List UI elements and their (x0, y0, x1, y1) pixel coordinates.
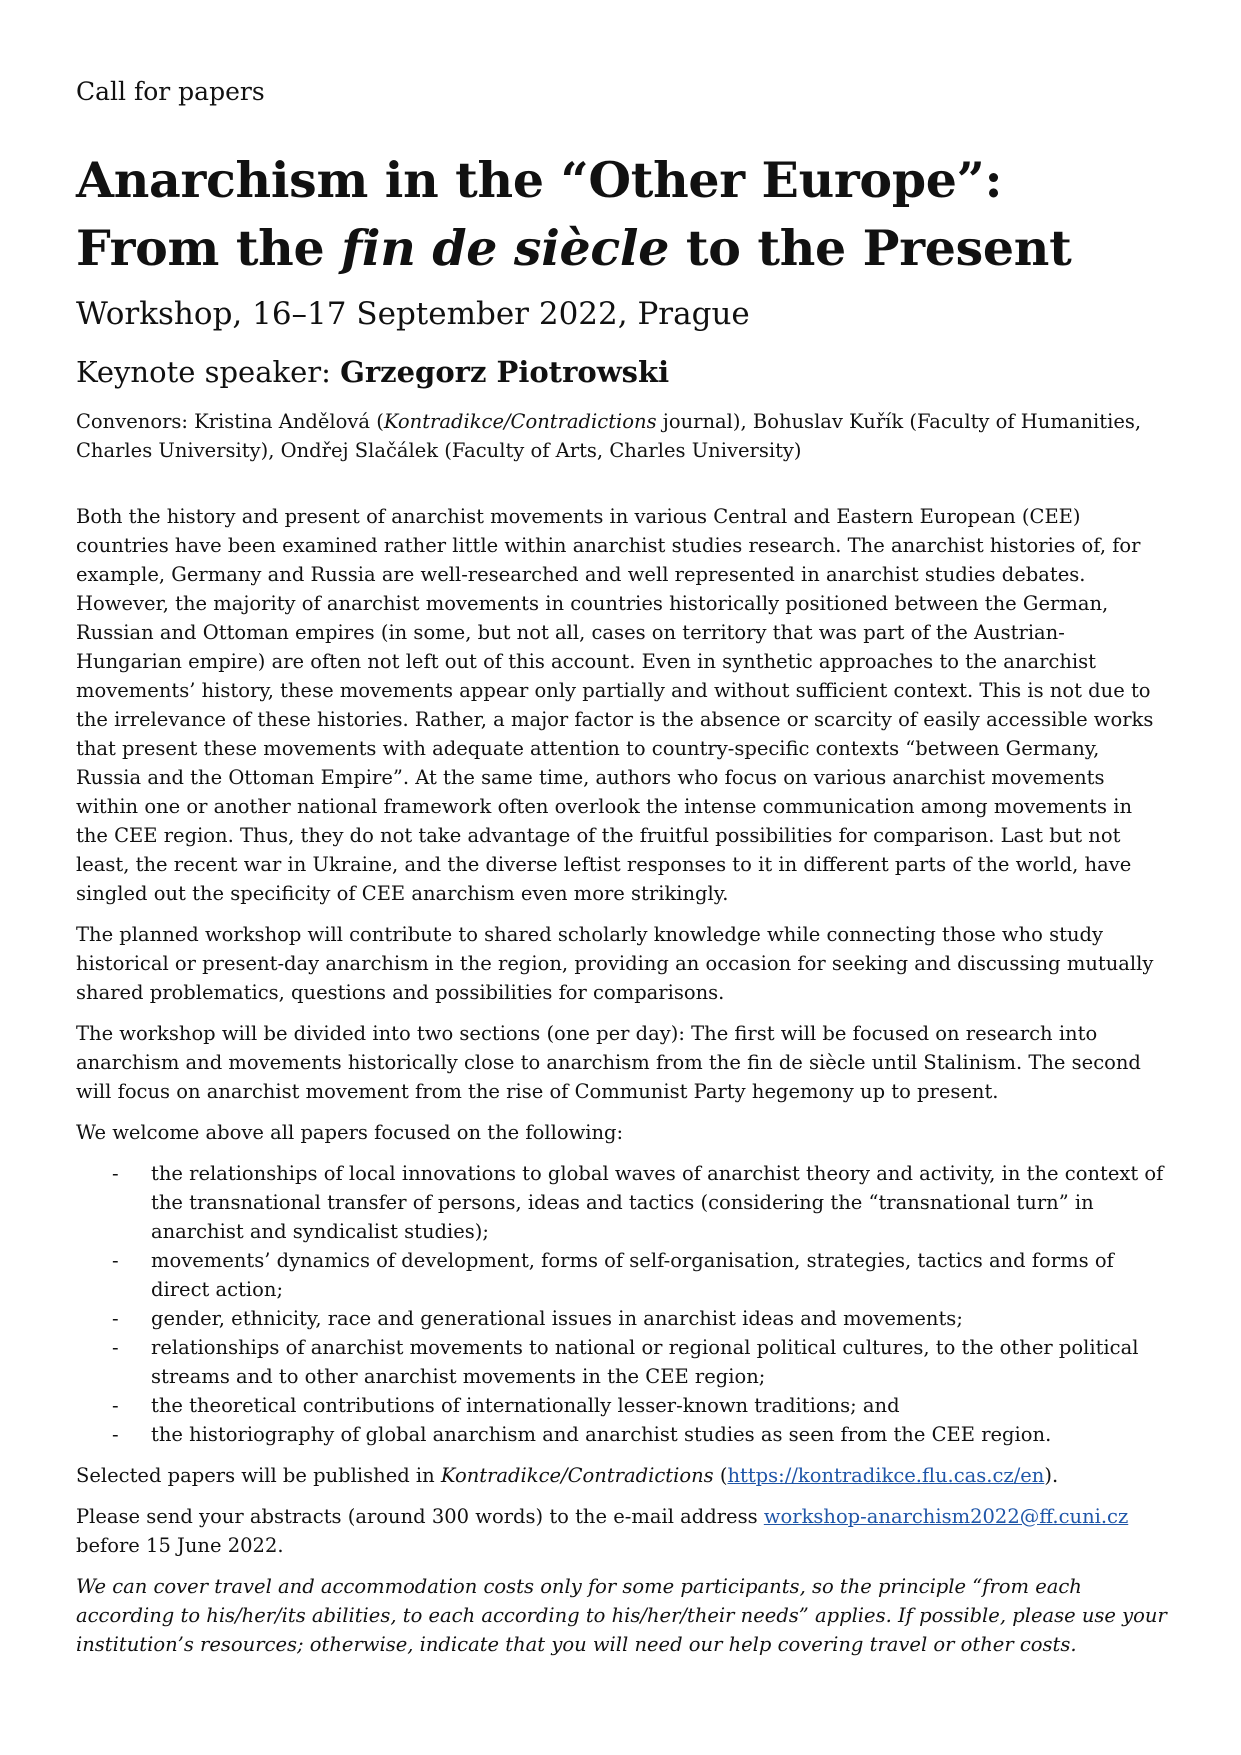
document-title (76, 146, 1071, 282)
journal-link[interactable]: https://kontradikce.flu.cas.cz/en (727, 1464, 1045, 1487)
paragraph-sections: The workshop will be divided into two sections (one per day): The first will be focused on research into anarchism and movements historically close to anarchism from the fin de siècle until Stalinism. The second will focus on anarchist movement from the rise of Communist Party hegemony up to present. (76, 1022, 1141, 1103)
list-item-text: gender, ethnicity, race and generational issues in anarchist ideas and movements; (151, 1307, 963, 1330)
publication-pre: Selected papers will be published in (76, 1464, 441, 1487)
bullet-dash: - (112, 1423, 119, 1446)
list-item-text: relationships of anarchist movements to national or regional political cultures, to the other political streams and to other anarchist movements in the CEE region; (151, 1336, 1139, 1388)
list-item-text: the relationships of local innovations to global waves of anarchist theory and activity, in the context of the transnational transfer of persons, ideas and tactics (considering the “transnational turn” in anarchist and syndicalist studies); (151, 1162, 1164, 1243)
email-link[interactable]: workshop-anarchism2022@ff.cuni.cz (763, 1505, 1129, 1528)
convenors-journal: Kontradikce/Contradictions (383, 410, 657, 433)
list-item (76, 1391, 1168, 1420)
publication-journal: Kontradikce/Contradictions (440, 1464, 714, 1487)
paragraph-welcome: We welcome above all papers focused on the following: (76, 1121, 624, 1144)
bullet-dash: - (112, 1394, 119, 1417)
list-item-text: movements’ dynamics of development, forms of self-organisation, strategies, tactics and forms of direct action; (151, 1249, 1114, 1301)
keynote-label: Keynote speaker: (76, 355, 341, 389)
keynote-speaker-name: Grzegorz Piotrowski (340, 355, 670, 389)
title-line-1: Anarchism in the “Other Europe”: (76, 151, 1003, 209)
list-item-text: the theoretical contributions of internationally lesser-known traditions; and (151, 1394, 900, 1417)
keynote-line (76, 352, 669, 392)
bullet-dash: - (112, 1162, 119, 1185)
bullet-dash: - (112, 1249, 119, 1272)
paragraph-publication (76, 1461, 1168, 1490)
list-item (76, 1304, 1168, 1333)
bullet-dash: - (112, 1336, 119, 1359)
list-item (76, 1420, 1168, 1449)
convenors-pre: Convenors: Kristina Andělová ( (76, 410, 384, 433)
bullet-dash: - (112, 1307, 119, 1330)
list-item (76, 1246, 1168, 1304)
paragraph-submission (76, 1502, 1168, 1560)
list-item-text: the historiography of global anarchism and anarchist studies as seen from the CEE region. (151, 1423, 1052, 1446)
title-line-2-post: to the Present (669, 219, 1072, 277)
convenors-line (76, 407, 1168, 465)
publication-mid: ( (713, 1464, 728, 1487)
submission-post: before 15 June 2022. (76, 1534, 284, 1557)
paragraph-aim: The planned workshop will contribute to shared scholarly knowledge while connecting those who study historical or present-day anarchism in the region, providing an occasion for seeking and discussing mutually shared problematics, questions and possibilities for comparisons. (76, 923, 1154, 1004)
list-item (76, 1333, 1168, 1391)
title-line-2-pre: From the (76, 219, 342, 277)
document-body (76, 502, 1168, 1671)
paragraph-costs-note: We can cover travel and accommodation costs only for some participants, so the principle “from each according to his/her/its abilities, to each according to his/her/their needs” applies. If possible, please use your institution’s resources; otherwise, indicate that you will need our help covering travel or other costs. (76, 1575, 1167, 1656)
call-for-papers-label: Call for papers (76, 77, 265, 106)
workshop-date-place: Workshop, 16–17 September 2022, Prague (76, 296, 750, 332)
paragraph-background: Both the history and present of anarchist movements in various Central and Eastern European (CEE) countries have been examined rather little within anarchist studies research. The anarchist histories of, for example, Germany and Russia are well-researched and well represented in anarchist studies debates. However, the majority of anarchist movements in countries historically positioned between the German, Russian and Ottoman empires (in some, but not all, cases on territory that was part of the Austrian-Hungarian empire) are often not left out of this account. Even in synthetic approaches to the anarchist movements’ history, these movements appear only partially and without sufficient context. This is not due to the irrelevance of these histories. Rather, a major factor is the absence or scarcity of easily accessible works that present these movements with adequate attention to country-specific contexts “between Germany, Russia and the Ottoman Empire”. At the same time, authors who focus on various anarchist movements within one or another national framework often overlook the intense communication among movements in the CEE region. Thus, they do not take advantage of the fruitful possibilities for comparison. Last but not least, the recent war in Ukraine, and the diverse leftist responses to it in different parts of the world, have singled out the specificity of CEE anarchism even more strikingly. (76, 505, 1154, 905)
list-item (76, 1159, 1168, 1246)
topics-list (76, 1159, 1168, 1449)
publication-post: ). (1044, 1464, 1059, 1487)
submission-pre: Please send your abstracts (around 300 words) to the e-mail address (76, 1505, 764, 1528)
convenors-post: journal), Bohuslav Kuřík (Faculty of Humanities, Charles University), Ondřej Slačálek (Faculty of Arts, Charles University) (76, 410, 1142, 462)
title-line-2-italic: fin de siècle (341, 219, 670, 277)
